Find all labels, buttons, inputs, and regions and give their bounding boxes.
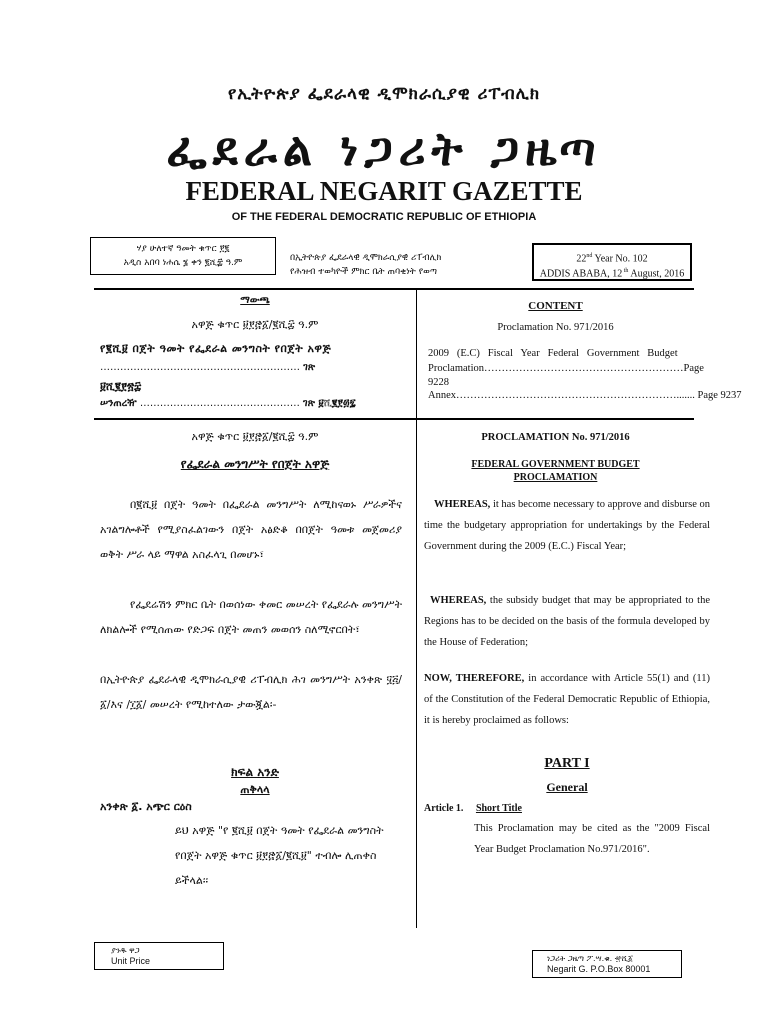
proclamation-title-amharic: የፌደራል መንግሥት የበጀት አዋጅ: [180, 457, 330, 471]
authority-note: [290, 251, 520, 279]
general-heading-english: General: [546, 780, 588, 794]
middle-rule: [94, 418, 694, 420]
republic-subtitle-english: OF THE FEDERAL DEMOCRATIC REPUBLIC OF ETHIOPIA: [231, 211, 537, 223]
article-1-heading-english: [424, 803, 522, 814]
contents-proclamation-english: Proclamation No. 971/2016: [497, 322, 614, 333]
issue-number: Year No. 102: [592, 253, 648, 265]
proclamation-title-english-1: FEDERAL GOVERNMENT BUDGET: [471, 459, 640, 470]
annex-label-amharic: ሠንጠረዥ: [100, 398, 137, 409]
whereas-paragraph-2-english: [424, 590, 710, 653]
contents-annex-amharic: [100, 398, 356, 409]
general-heading-amharic: ጠቅላላ: [240, 783, 270, 796]
now-therefore-text: in accordance with Article 55(1) and (11) of the Constitution of the Federal Democratic Republic of Ethiopia, it is hereby proclaimed as follows:: [424, 673, 711, 726]
issue-date-amharic: አዲስ አበባ ነሐሴ ፮ ቀን ፪ሺ፰ ዓ.ም: [123, 258, 243, 268]
proclamation-number-english: PROCLAMATION No. 971/2016: [481, 432, 630, 443]
article-1-text-amharic: ይህ አዋጅ "የ ፪ሺ፱ በጀት ዓመት የፌደራል መንግስት የበጀት አዋጅ ቁጥር ፱፻፸፩/፪ሺ፱" ተብሎ ሊጠቀስ ይችላል፡፡: [175, 824, 384, 887]
preamble-paragraph-1-amharic: በ፪ሺ፱ በጀት ዓመት በፌደራል መንግሥት ለሚከናወኑ ሥራዎችና አገልግሎቶች የሚያስፈልገውን በጀት አፅድቆ በበጀት ዓመቱ መጀመሪያ ወቅት ሥራ ላይ ማዋል አስፈላጊ በመሆኑ፣: [100, 498, 402, 561]
issue-box-english: [532, 243, 692, 281]
proclamation-number-amharic: አዋጅ ቁጥር ፱፻፸፩/፪ሺ፰ ዓ.ም: [191, 430, 319, 443]
issue-year-suffix: nd: [586, 253, 593, 259]
contents-entry-english: 2009 (E.C) Fiscal Year Federal Government Budget: [428, 348, 678, 359]
gazette-title-amharic: ፌደራል ነጋሪት ጋዜጣ: [166, 122, 602, 176]
issue-year-value: 22: [576, 253, 587, 265]
po-box-english: Negarit G. P.O.Box 80001: [547, 964, 651, 974]
po-box-box: [532, 950, 682, 978]
issue-line-amharic: ሃያ ሁለተኛ ዓመት ቁጥር ፻፪: [136, 244, 230, 254]
now-therefore-lead: NOW, THEREFORE,: [424, 673, 525, 684]
article-1-label: Article 1.: [424, 803, 464, 814]
issue-date-english: [534, 265, 690, 280]
gazette-title-english: FEDERAL NEGARIT GAZETTE: [185, 176, 583, 206]
preamble-paragraph-3-amharic: በኢትዮጵያ ፌደራላዊ ዲሞክራሲያዊ ሪፐብሊክ ሕገ መንግሥት አንቀጽ ፶፭/፩/እና /፲፩/ መሠረት የሚከተለው ታውጇል፡-: [100, 673, 402, 711]
part-one-heading-english: PART I: [544, 756, 590, 771]
po-box-amharic: ነጋሪት ጋዜጣ ፖ.ሣ.ቁ. ፹ሺ፩: [547, 954, 633, 963]
whereas-paragraph-1-english: [424, 494, 710, 557]
contents-entry-page-english: 9228: [428, 377, 449, 388]
top-rule: [94, 288, 694, 290]
whereas-1-text: it has become necessary to approve and disburse on time the budgetary appropriation for undertakings by the Federal Government during the 2009 (E.C.) Fiscal Year;: [424, 499, 710, 552]
unit-price-box: [94, 942, 224, 970]
contents-entry-amharic: የ፪ሺ፱ በጀት ዓመት የፌደራል መንግስት የበጀት አዋጅ: [100, 342, 332, 355]
issue-year-number: [534, 250, 690, 265]
contents-dots: ……………………………………………………: [100, 362, 300, 373]
authority-line-2: የሕዝብ ተወካዮች ምክር ቤት ጠባቂነት የወጣ: [290, 267, 437, 277]
unit-price-english: Unit Price: [111, 956, 151, 966]
contents-entry-page-amharic: ፱ሺ፪፻፳፰: [100, 380, 142, 393]
whereas-2-text: the subsidy budget that may be appropriated to the Regions has to be decided on the basis of the formula developed by the House of Federation;: [424, 595, 710, 648]
annex-page-amharic: ገጽ ፱ሺ፪፻፴፯: [303, 398, 356, 409]
article-1-title: Short Title: [475, 803, 522, 814]
now-therefore-paragraph-english: [424, 668, 710, 731]
article-1-heading-amharic: አንቀጽ ፩. አጭር ርዕስ: [100, 800, 192, 813]
republic-title-amharic: የኢትዮጵያ ፌደራላዊ ዲሞክራሲያዊ ሪፐብሊክ: [227, 84, 541, 104]
authority-line-1: በኢትዮጵያ ፌደራላዊ ዲሞክራሲያዊ ሪፐብሊክ: [290, 253, 442, 263]
proclamation-title-english-2: PROCLAMATION: [513, 472, 598, 483]
contents-heading-english: CONTENT: [528, 300, 583, 312]
issue-box-amharic: [90, 237, 276, 275]
whereas-1-lead: WHEREAS,: [434, 499, 491, 510]
unit-price-amharic: ያንዱ ዋጋ: [111, 946, 140, 955]
contents-heading-amharic: ማውጫ: [240, 295, 270, 306]
part-one-heading-amharic: ክፍል አንድ: [231, 765, 279, 779]
contents-annex-english: Annex………………………………………………………....... Page 9237: [428, 390, 742, 401]
whereas-2-lead: WHEREAS,: [430, 595, 487, 606]
annex-dots-amharic: …………………………………………: [139, 398, 300, 409]
issue-place-day: ADDIS ABABA, 12: [539, 268, 623, 280]
contents-page-label: ገጽ: [303, 362, 316, 373]
contents-proclamation-amharic: አዋጅ ቁጥር ፱፻፸፩/፪ሺ፰ ዓ.ም: [191, 318, 319, 331]
column-divider: [416, 288, 417, 928]
contents-entry-dots-english: Proclamation…………………………………………………Page: [428, 363, 704, 374]
contents-entry-dots-amharic: [100, 362, 315, 373]
issue-day-suffix: th: [622, 268, 629, 275]
preamble-paragraph-2-amharic: የፌደሬሽን ምክር ቤት በወሰነው ቀመር መሠረት የፌደራሉ መንግሥት ለክልሎች የሚሰጠው የድጋፍ በጀት መጠን መወሰን ስለሚኖርበት፣: [100, 598, 402, 636]
article-1-text-english: This Proclamation may be cited as the "2009 Fiscal Year Budget Proclamation No.971/2016".: [474, 823, 710, 855]
issue-month-year: August, 2016: [628, 268, 685, 280]
